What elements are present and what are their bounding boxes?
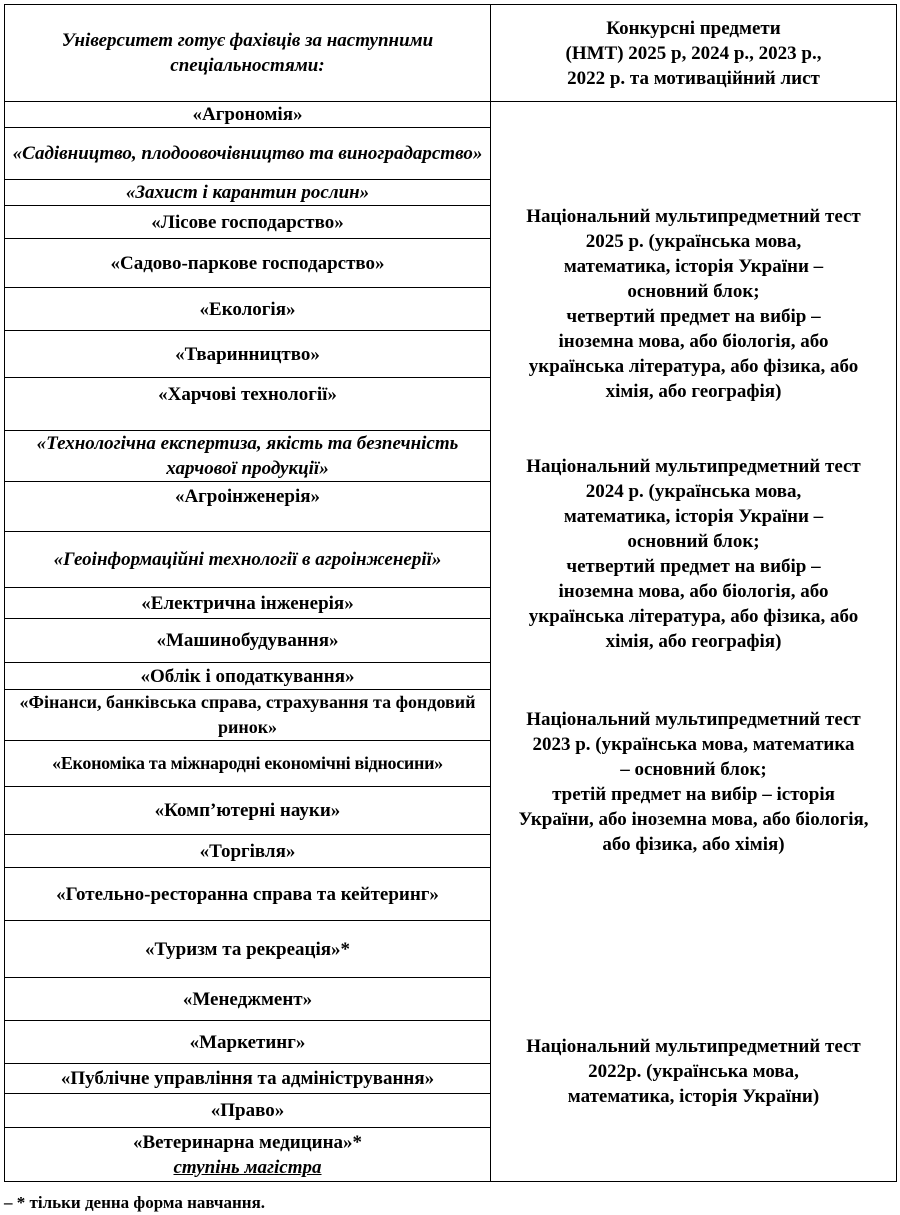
specialty-cell: «Садово-паркове господарство» (5, 239, 491, 288)
subjects-block-2023: Національний мультипредметний тест 2023 р. (українська мова, математика – основний блок; третій предмет на вибір – історія України, або іноземна мова, або біологія, або фізика, або хімія) (518, 708, 869, 855)
specialty-cell: «Торгівля» (5, 835, 491, 868)
header-row (5, 5, 897, 102)
footnote: – * тільки денна форма навчання. (4, 1193, 266, 1212)
specialty-cell: «Агрономія» (5, 102, 491, 128)
specialty-cell: «Технологічна експертиза, якість та безпечність харчової продукції» (5, 431, 491, 482)
subjects-block-2022: Національний мультипредметний тест 2022р. (українська мова, математика, історія України) (526, 1035, 861, 1107)
specialties-table (4, 4, 897, 1182)
specialty-cell: «Туризм та рекреація»* (5, 921, 491, 978)
specialty-cell: «Машинобудування» (5, 619, 491, 663)
subjects-cell (491, 102, 897, 1182)
specialty-cell: «Лісове господарство» (5, 206, 491, 239)
specialty-cell: «Право» (5, 1094, 491, 1128)
table-row (5, 102, 897, 128)
specialty-label: «Ветеринарна медицина»* (132, 1131, 363, 1153)
specialty-cell: «Маркетинг» (5, 1021, 491, 1064)
specialty-cell: «Захист і карантин рослин» (5, 180, 491, 206)
specialty-cell: «Харчові технології» (5, 378, 491, 431)
specialty-cell: «Облік і оподаткування» (5, 663, 491, 690)
header-subjects: Конкурсні предмети (НМТ) 2025 р, 2024 р., 2023 р., 2022 р. та мотиваційний лист (491, 5, 897, 102)
degree-note: ступінь магістра (173, 1156, 322, 1178)
specialty-cell: «Готельно-ресторанна справа та кейтеринг» (5, 868, 491, 921)
specialty-cell: «Публічне управління та адміністрування» (5, 1064, 491, 1094)
specialty-cell (5, 1128, 491, 1182)
header-specialties: Університет готує фахівців за наступними спеціальностями: (5, 5, 491, 102)
specialty-cell: «Садівництво, плодоовочівництво та виноградарство» (5, 128, 491, 180)
specialty-cell: «Геоінформаційні технології в агроінженерії» (5, 532, 491, 588)
subjects-block-2024: Національний мультипредметний тест 2024 р. (українська мова, математика, історія України – основний блок; четвертий предмет на вибір – іноземна мова, або біологія, або українська література, або фізика, або хімія, або географія) (526, 455, 861, 652)
specialty-cell: «Електрична інженерія» (5, 588, 491, 619)
specialty-cell: «Екологія» (5, 288, 491, 331)
subjects-block-2025: Національний мультипредметний тест 2025 р. (українська мова, математика, історія України – основний блок; четвертий предмет на вибір – іноземна мова, або біологія, або українська література, або фізика, або хімія, або географія) (526, 205, 861, 402)
specialty-cell: «Економіка та міжнародні економічні відносини» (5, 741, 491, 787)
specialty-cell: «Тваринництво» (5, 331, 491, 378)
specialty-cell: «Менеджмент» (5, 978, 491, 1021)
specialty-cell: «Агроінженерія» (5, 482, 491, 532)
specialty-cell: «Фінанси, банківська справа, страхування та фондовий ринок» (5, 690, 491, 741)
specialty-cell: «Комп’ютерні науки» (5, 787, 491, 835)
